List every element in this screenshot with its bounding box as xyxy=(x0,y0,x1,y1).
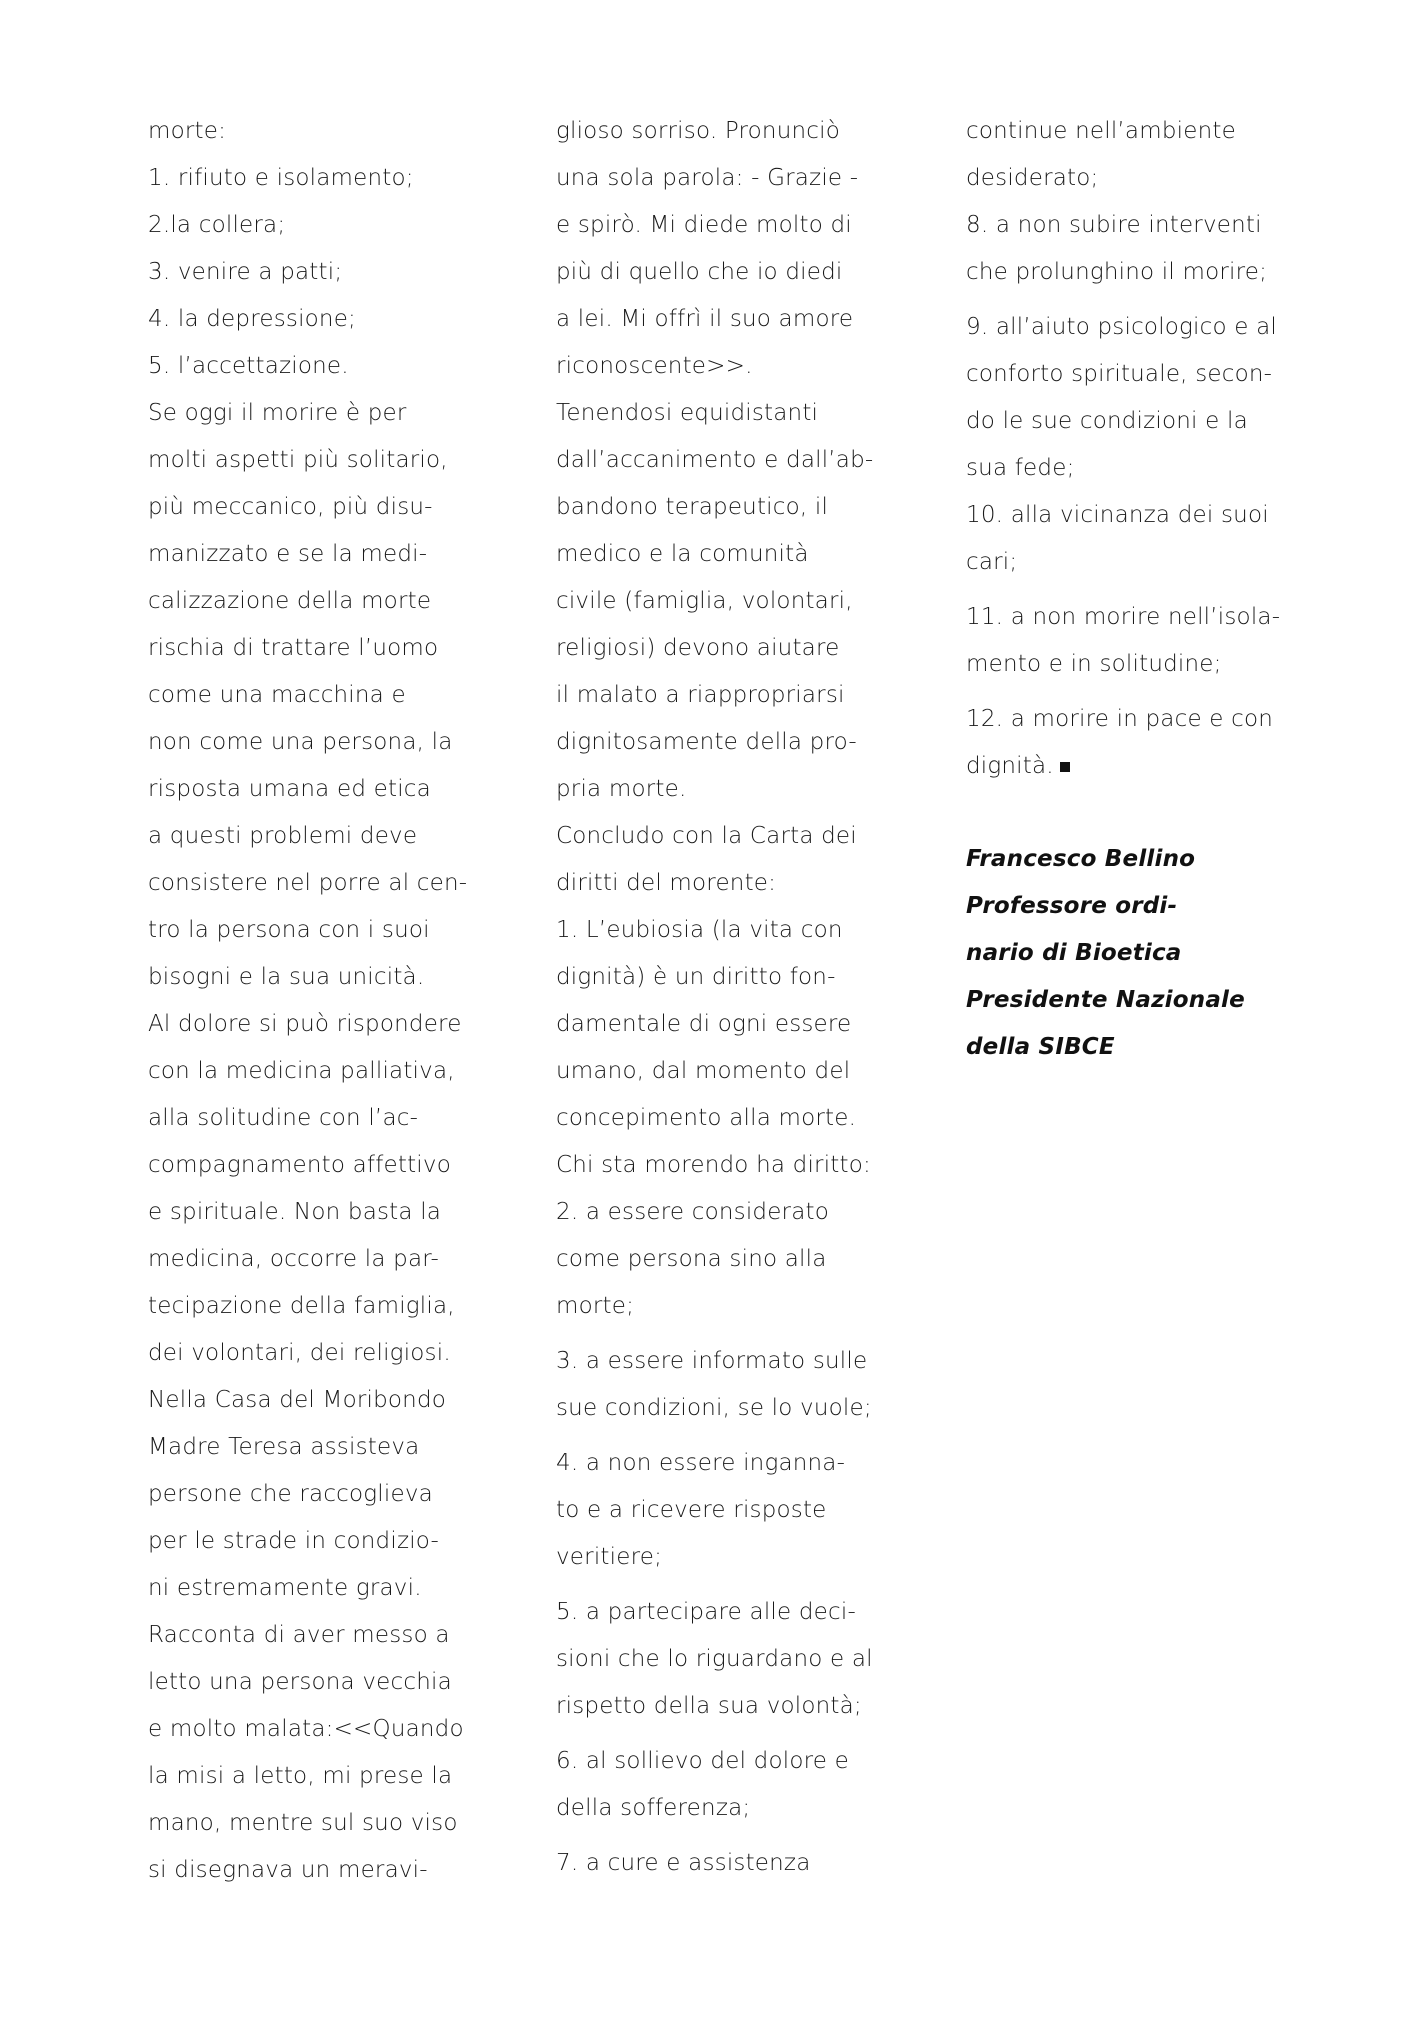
text-line xyxy=(148,1706,528,1753)
text-line-content: e spirituale. Non basta la xyxy=(148,1199,442,1225)
text-line xyxy=(556,625,936,672)
text-line-content: conforto spirituale, secon- xyxy=(966,361,1273,387)
paragraph xyxy=(148,390,528,1001)
text-line xyxy=(148,672,528,719)
text-line-content: Al dolore si può rispondere xyxy=(148,1011,462,1037)
text-line xyxy=(148,1189,528,1236)
text-line xyxy=(556,672,936,719)
text-line-content: della sofferenza; xyxy=(556,1795,751,1821)
text-line-content: come una macchina e xyxy=(148,682,406,708)
text-line xyxy=(966,696,1336,743)
text-line xyxy=(966,445,1336,492)
text-line-content: umano, dal momento del xyxy=(556,1058,851,1084)
text-line xyxy=(148,1283,528,1330)
text-line xyxy=(148,1753,528,1800)
text-line xyxy=(148,1847,528,1894)
paragraph xyxy=(556,907,936,1142)
text-line-content: dignitosamente della pro- xyxy=(556,729,857,755)
text-line xyxy=(556,531,936,578)
paragraph xyxy=(148,202,528,249)
text-line xyxy=(148,1377,528,1424)
text-line xyxy=(148,1001,528,1048)
text-line xyxy=(148,625,528,672)
text-line-content: 5. l’accettazione. xyxy=(148,353,349,379)
text-line xyxy=(148,907,528,954)
text-line-content: morte; xyxy=(556,1293,635,1319)
text-line-content: molti aspetti più solitario, xyxy=(148,447,448,473)
text-line xyxy=(966,249,1336,296)
text-line xyxy=(148,296,528,343)
text-line xyxy=(148,484,528,531)
text-line xyxy=(148,108,528,155)
text-line xyxy=(148,813,528,860)
text-line-content: Tenendosi equidistanti xyxy=(556,400,819,426)
text-line-content: desiderato; xyxy=(966,165,1099,191)
paragraph xyxy=(966,594,1336,688)
paragraph xyxy=(966,696,1336,790)
text-line-content: mano, mentre sul suo viso xyxy=(148,1810,458,1836)
text-line xyxy=(148,155,528,202)
text-line xyxy=(556,1738,936,1785)
paragraph xyxy=(556,1440,936,1581)
text-line xyxy=(966,594,1336,641)
text-line xyxy=(966,398,1336,445)
text-line xyxy=(148,1471,528,1518)
text-line-content: Chi sta morendo ha diritto: xyxy=(556,1152,871,1178)
text-line-content: alla solitudine con l’ac- xyxy=(148,1105,419,1131)
text-line-content: più meccanico, più disu- xyxy=(148,494,433,520)
text-line xyxy=(556,1236,936,1283)
text-line-content: bisogni e la sua unicità. xyxy=(148,964,425,990)
text-column-3 xyxy=(966,108,1336,1071)
text-line xyxy=(966,743,1336,790)
paragraph xyxy=(148,1377,528,1894)
text-line xyxy=(148,1659,528,1706)
paragraph xyxy=(556,813,936,907)
text-line-content: consistere nel porre al cen- xyxy=(148,870,468,896)
paragraph xyxy=(148,1001,528,1377)
text-line-content: come persona sino alla xyxy=(556,1246,827,1272)
text-line xyxy=(556,1142,936,1189)
text-line-content: a questi problemi deve xyxy=(148,823,418,849)
text-line xyxy=(148,1612,528,1659)
text-line xyxy=(148,954,528,1001)
text-line xyxy=(556,202,936,249)
text-line xyxy=(148,578,528,625)
text-line-content: che prolunghino il morire; xyxy=(966,259,1268,285)
text-line xyxy=(148,1800,528,1847)
text-line-content: religiosi) devono aiutare xyxy=(556,635,840,661)
text-line xyxy=(556,1283,936,1330)
text-line xyxy=(556,296,936,343)
text-line-content: continue nell’ambiente xyxy=(966,118,1236,144)
paragraph xyxy=(556,1738,936,1832)
text-line xyxy=(556,1589,936,1636)
text-line xyxy=(556,484,936,531)
text-line-content: e molto malata:<<Quando xyxy=(148,1716,464,1742)
text-line xyxy=(556,1440,936,1487)
text-line-content: ni estremamente gravi. xyxy=(148,1575,422,1601)
text-line xyxy=(556,1048,936,1095)
text-line-content: 9. all’aiuto psicologico e al xyxy=(966,314,1278,340)
paragraph xyxy=(966,492,1336,586)
text-line-content: manizzato e se la medi- xyxy=(148,541,428,567)
text-line-content: dall’accanimento e dall’ab- xyxy=(556,447,874,473)
text-line-content: morte: xyxy=(148,118,227,144)
text-line xyxy=(556,1385,936,1432)
text-line-content: con la medicina palliativa, xyxy=(148,1058,455,1084)
text-line xyxy=(556,1001,936,1048)
text-line xyxy=(556,1487,936,1534)
text-line-content: calizzazione della morte xyxy=(148,588,432,614)
text-line-content: to e a ricevere risposte xyxy=(556,1497,827,1523)
text-line xyxy=(556,437,936,484)
text-line xyxy=(556,1683,936,1730)
author-name: Francesco Bellino xyxy=(966,846,1196,872)
text-line-content: si disegnava un meravi- xyxy=(148,1857,428,1883)
text-line xyxy=(148,766,528,813)
text-line xyxy=(148,343,528,390)
text-line xyxy=(556,1095,936,1142)
text-line xyxy=(148,249,528,296)
paragraph xyxy=(966,304,1336,492)
paragraph xyxy=(556,1189,936,1330)
paragraph xyxy=(148,343,528,390)
text-line-content: e spirò. Mi diede molto di xyxy=(556,212,852,238)
text-line xyxy=(556,390,936,437)
text-line-content: Racconta di aver messo a xyxy=(148,1622,450,1648)
text-line xyxy=(556,1534,936,1581)
text-line-content: civile (famiglia, volontari, xyxy=(556,588,853,614)
text-line xyxy=(148,1565,528,1612)
text-line xyxy=(148,531,528,578)
text-line-content: il malato a riappropriarsi xyxy=(556,682,845,708)
text-line-content: più di quello che io diedi xyxy=(556,259,843,285)
text-line xyxy=(966,155,1336,202)
text-line-content: compagnamento affettivo xyxy=(148,1152,451,1178)
text-line-content: Concludo con la Carta dei xyxy=(556,823,857,849)
text-line-content: sioni che lo riguardano e al xyxy=(556,1646,873,1672)
text-line-content: bandono terapeutico, il xyxy=(556,494,829,520)
author-role-line: Presidente Nazionale xyxy=(966,987,1245,1013)
text-line-content: per le strade in condizio- xyxy=(148,1528,440,1554)
text-line-content: tecipazione della famiglia, xyxy=(148,1293,455,1319)
text-line-content: 8. a non subire interventi xyxy=(966,212,1262,238)
text-line xyxy=(556,766,936,813)
paragraph xyxy=(148,249,528,296)
text-line xyxy=(556,578,936,625)
text-line xyxy=(148,1518,528,1565)
paragraph xyxy=(148,108,528,155)
text-line-content: dignità. xyxy=(966,753,1054,779)
text-line-content: tro la persona con i suoi xyxy=(148,917,430,943)
text-line xyxy=(556,813,936,860)
text-line-content: damentale di ogni essere xyxy=(556,1011,852,1037)
paragraph xyxy=(966,202,1336,296)
text-line-content: 6. al sollievo del dolore e xyxy=(556,1748,849,1774)
text-line-content: 12. a morire in pace e con xyxy=(966,706,1274,732)
text-line xyxy=(556,1785,936,1832)
text-line-content: 3. venire a patti; xyxy=(148,259,343,285)
text-line-content: glioso sorriso. Pronunciò xyxy=(556,118,840,144)
text-line-content: una sola parola: - Grazie - xyxy=(556,165,859,191)
author-title-line: Professore ordi- xyxy=(966,893,1178,919)
text-column-1 xyxy=(148,108,528,1894)
text-line xyxy=(148,1095,528,1142)
text-line-content: 4. la depressione; xyxy=(148,306,357,332)
text-line xyxy=(556,343,936,390)
text-line xyxy=(966,108,1336,155)
text-line xyxy=(556,907,936,954)
text-line-content: medicina, occorre la par- xyxy=(148,1246,439,1272)
text-line-content: sue condizioni, se lo vuole; xyxy=(556,1395,872,1421)
paragraph xyxy=(966,108,1336,202)
paragraph xyxy=(556,1142,936,1189)
text-line-content: Se oggi il morire è per xyxy=(148,400,407,426)
text-line-content: persone che raccoglieva xyxy=(148,1481,433,1507)
text-line xyxy=(148,860,528,907)
text-line xyxy=(966,641,1336,688)
column-3-body xyxy=(966,108,1336,790)
text-line xyxy=(966,539,1336,586)
text-line-content: 7. a cure e assistenza xyxy=(556,1850,811,1876)
text-line-content: 10. alla vicinanza dei suoi xyxy=(966,502,1269,528)
text-line-content: veritiere; xyxy=(556,1544,663,1570)
text-line-content: Nella Casa del Moribondo xyxy=(148,1387,447,1413)
text-line xyxy=(966,202,1336,249)
paragraph xyxy=(148,296,528,343)
text-line-content: 5. a partecipare alle deci- xyxy=(556,1599,856,1625)
text-line xyxy=(556,249,936,296)
text-line-content: 4. a non essere inganna- xyxy=(556,1450,846,1476)
text-line xyxy=(148,719,528,766)
paragraph xyxy=(556,390,936,813)
text-line xyxy=(556,1636,936,1683)
text-line xyxy=(148,390,528,437)
text-line-content: medico e la comunità xyxy=(556,541,809,567)
text-line-content: 11. a non morire nell’isola- xyxy=(966,604,1281,630)
text-line xyxy=(148,1424,528,1471)
text-line-content: letto una persona vecchia xyxy=(148,1669,452,1695)
text-line xyxy=(966,351,1336,398)
text-line xyxy=(556,1840,936,1887)
text-line xyxy=(148,1236,528,1283)
end-of-article-square-icon xyxy=(1060,762,1070,772)
text-line xyxy=(148,437,528,484)
text-line xyxy=(556,719,936,766)
text-line-content: cari; xyxy=(966,549,1018,575)
text-line xyxy=(556,1189,936,1236)
author-title-line: nario di Bioetica xyxy=(966,940,1182,966)
text-line-content: non come una persona, la xyxy=(148,729,453,755)
paragraph xyxy=(556,108,936,390)
text-line-content: pria morte. xyxy=(556,776,687,802)
text-line-content: risposta umana ed etica xyxy=(148,776,431,802)
text-column-2 xyxy=(556,108,936,1887)
text-line xyxy=(966,304,1336,351)
text-line xyxy=(556,1338,936,1385)
text-line xyxy=(556,954,936,1001)
paragraph xyxy=(556,1589,936,1730)
text-line-content: do le sue condizioni e la xyxy=(966,408,1248,434)
text-line xyxy=(556,108,936,155)
text-line xyxy=(556,860,936,907)
text-line xyxy=(556,155,936,202)
paragraph xyxy=(556,1840,936,1887)
text-line-content: dei volontari, dei religiosi. xyxy=(148,1340,451,1366)
text-line xyxy=(148,1142,528,1189)
text-line-content: 1. rifiuto e isolamento; xyxy=(148,165,414,191)
author-signature xyxy=(966,836,1336,1071)
paragraph xyxy=(148,155,528,202)
text-line-content: mento e in solitudine; xyxy=(966,651,1222,677)
text-line-content: rispetto della sua volontà; xyxy=(556,1693,862,1719)
text-line-content: diritti del morente: xyxy=(556,870,777,896)
text-line-content: Madre Teresa assisteva xyxy=(148,1434,420,1460)
text-line-content: rischia di trattare l’uomo xyxy=(148,635,439,661)
text-line xyxy=(148,202,528,249)
author-role-line: della SIBCE xyxy=(966,1034,1115,1060)
text-line-content: dignità) è un diritto fon- xyxy=(556,964,836,990)
text-line-content: sua fede; xyxy=(966,455,1075,481)
text-line-content: la misi a letto, mi prese la xyxy=(148,1763,453,1789)
text-line-content: 3. a essere informato sulle xyxy=(556,1348,868,1374)
text-line xyxy=(148,1048,528,1095)
text-line xyxy=(966,492,1336,539)
text-line-content: concepimento alla morte. xyxy=(556,1105,857,1131)
text-line-content: 2.la collera; xyxy=(148,212,286,238)
text-line-content: 2. a essere considerato xyxy=(556,1199,829,1225)
paragraph xyxy=(556,1338,936,1432)
text-line-content: 1. L’eubiosia (la vita con xyxy=(556,917,843,943)
text-line-content: a lei. Mi offrì il suo amore xyxy=(556,306,854,332)
text-line xyxy=(148,1330,528,1377)
text-line-content: riconoscente>>. xyxy=(556,353,753,379)
